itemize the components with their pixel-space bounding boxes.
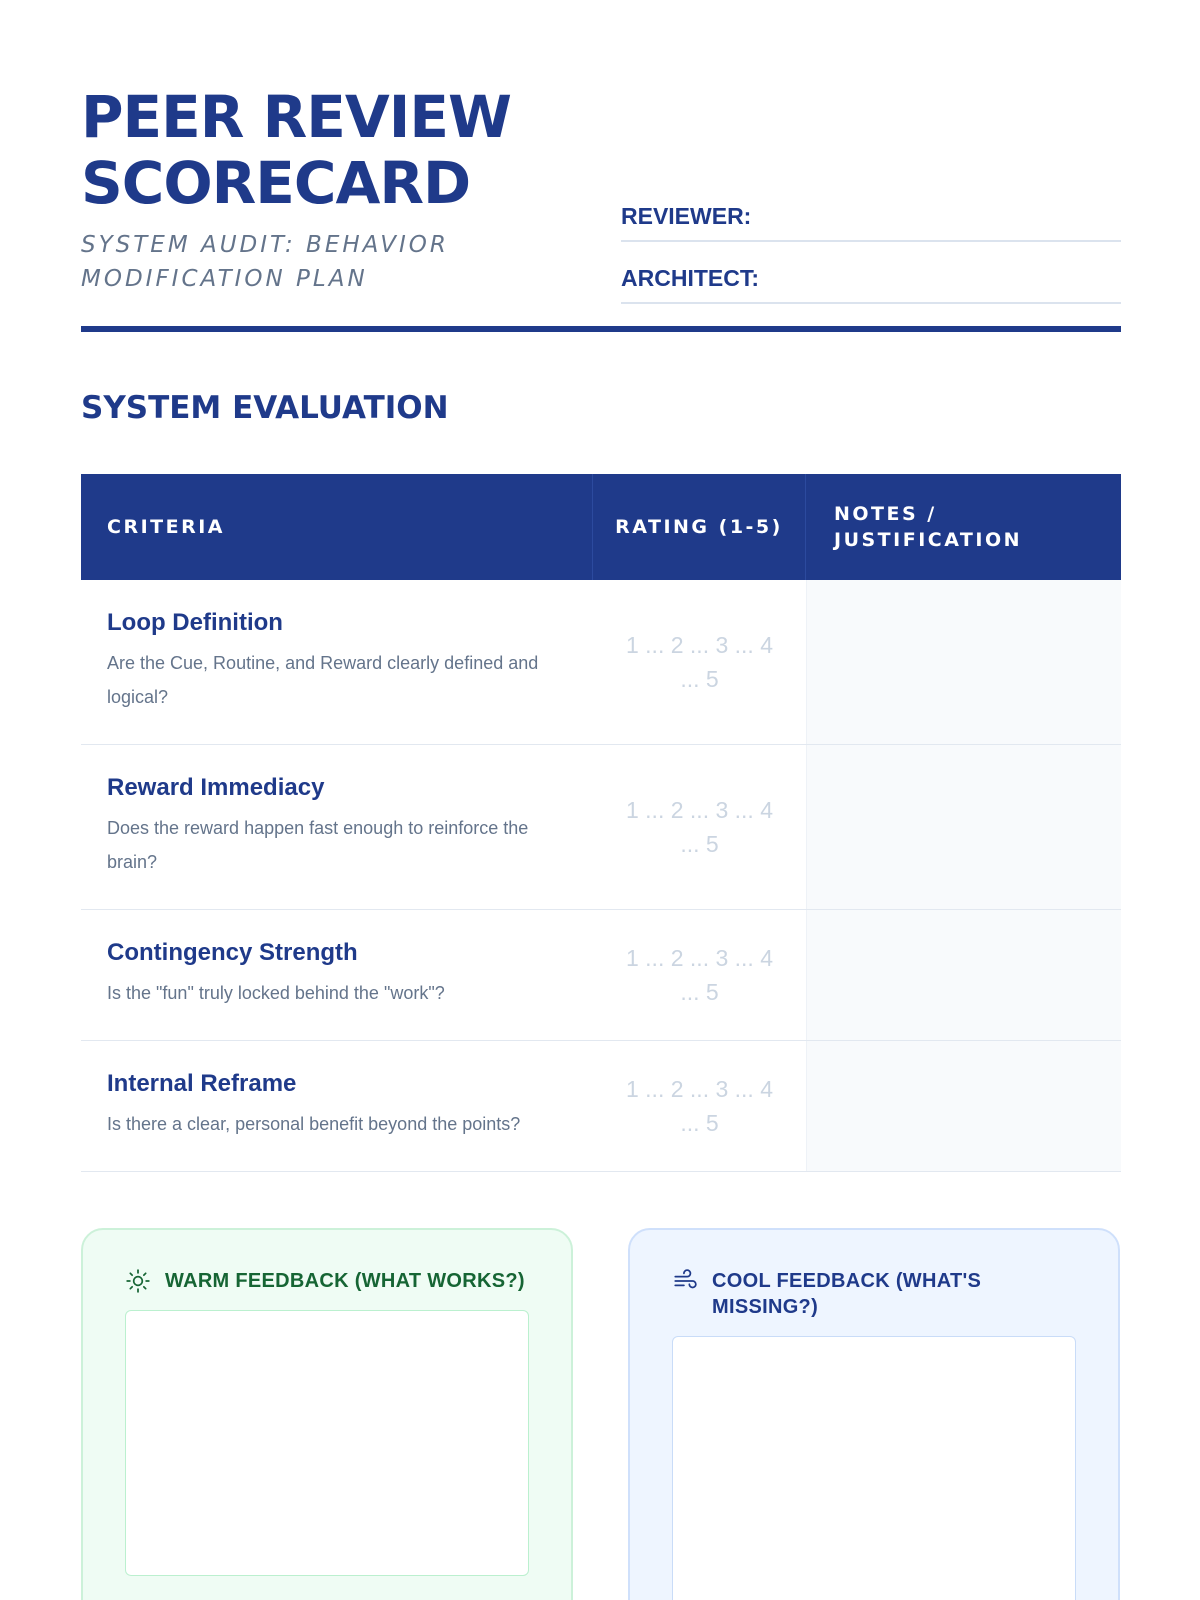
criteria-cell <box>81 580 593 744</box>
criteria-title: Internal Reframe <box>107 1070 297 1097</box>
header-divider <box>81 326 1121 332</box>
title-block <box>81 84 561 296</box>
criteria-description: Is the "fun" truly locked behind the "work"? <box>107 983 445 1003</box>
column-header-rating: RATING (1-5) <box>593 474 806 580</box>
reviewer-field[interactable] <box>621 180 1121 242</box>
wind-icon <box>672 1268 698 1294</box>
criteria-cell <box>81 910 593 1040</box>
page-subtitle <box>81 228 561 296</box>
criteria-description: Is there a clear, personal benefit beyond the points? <box>107 1114 521 1134</box>
architect-label: ARCHITECT: <box>621 265 759 291</box>
page-subtitle-line-2: MODIFICATION PLAN <box>81 266 368 292</box>
table-row <box>81 580 1121 745</box>
criteria-title: Contingency Strength <box>107 939 358 966</box>
table-row <box>81 745 1121 910</box>
cool-feedback-input[interactable] <box>672 1336 1076 1600</box>
page-title-line-1: PEER REVIEW <box>81 83 511 151</box>
cool-feedback-header <box>672 1268 1076 1320</box>
warm-feedback-panel <box>81 1228 573 1600</box>
table-header <box>81 474 1121 580</box>
reviewer-label: REVIEWER: <box>621 203 752 229</box>
criteria-title: Reward Immediacy <box>107 774 325 801</box>
sun-icon <box>125 1268 151 1294</box>
column-header-criteria: CRITERIA <box>81 474 593 580</box>
warm-feedback-input[interactable] <box>125 1310 529 1576</box>
page-title <box>81 84 561 216</box>
page-header <box>81 84 1121 334</box>
rating-scale[interactable]: 1 ... 2 ... 3 ... 4 ... 5 <box>625 632 774 692</box>
table-row <box>81 910 1121 1041</box>
page-title-line-2: SCORECARD <box>81 149 471 217</box>
notes-cell[interactable] <box>806 1041 1121 1171</box>
rating-scale[interactable]: 1 ... 2 ... 3 ... 4 ... 5 <box>625 797 774 857</box>
notes-cell[interactable] <box>806 745 1121 909</box>
criteria-description: Does the reward happen fast enough to reinforce the brain? <box>107 818 529 872</box>
warm-feedback-title: WARM FEEDBACK (WHAT WORKS?) <box>165 1270 525 1292</box>
criteria-description: Are the Cue, Routine, and Reward clearly defined and logical? <box>107 653 539 707</box>
notes-cell[interactable] <box>806 910 1121 1040</box>
signature-fields <box>621 180 1121 304</box>
evaluation-table <box>81 474 1121 1172</box>
warm-feedback-header <box>125 1268 529 1294</box>
cool-feedback-panel <box>628 1228 1120 1600</box>
criteria-cell <box>81 745 593 909</box>
rating-scale[interactable]: 1 ... 2 ... 3 ... 4 ... 5 <box>625 1076 774 1136</box>
column-header-notes: NOTES / JUSTIFICATION <box>834 503 1023 551</box>
architect-field[interactable] <box>621 242 1121 304</box>
page-subtitle-line-1: SYSTEM AUDIT: BEHAVIOR <box>81 232 449 258</box>
cool-feedback-title: COOL FEEDBACK (WHAT'S MISSING?) <box>712 1270 982 1318</box>
criteria-cell <box>81 1041 593 1171</box>
criteria-title: Loop Definition <box>107 609 283 636</box>
section-title: SYSTEM EVALUATION <box>81 390 449 426</box>
notes-cell[interactable] <box>806 580 1121 744</box>
rating-scale[interactable]: 1 ... 2 ... 3 ... 4 ... 5 <box>625 945 774 1005</box>
table-row <box>81 1041 1121 1172</box>
